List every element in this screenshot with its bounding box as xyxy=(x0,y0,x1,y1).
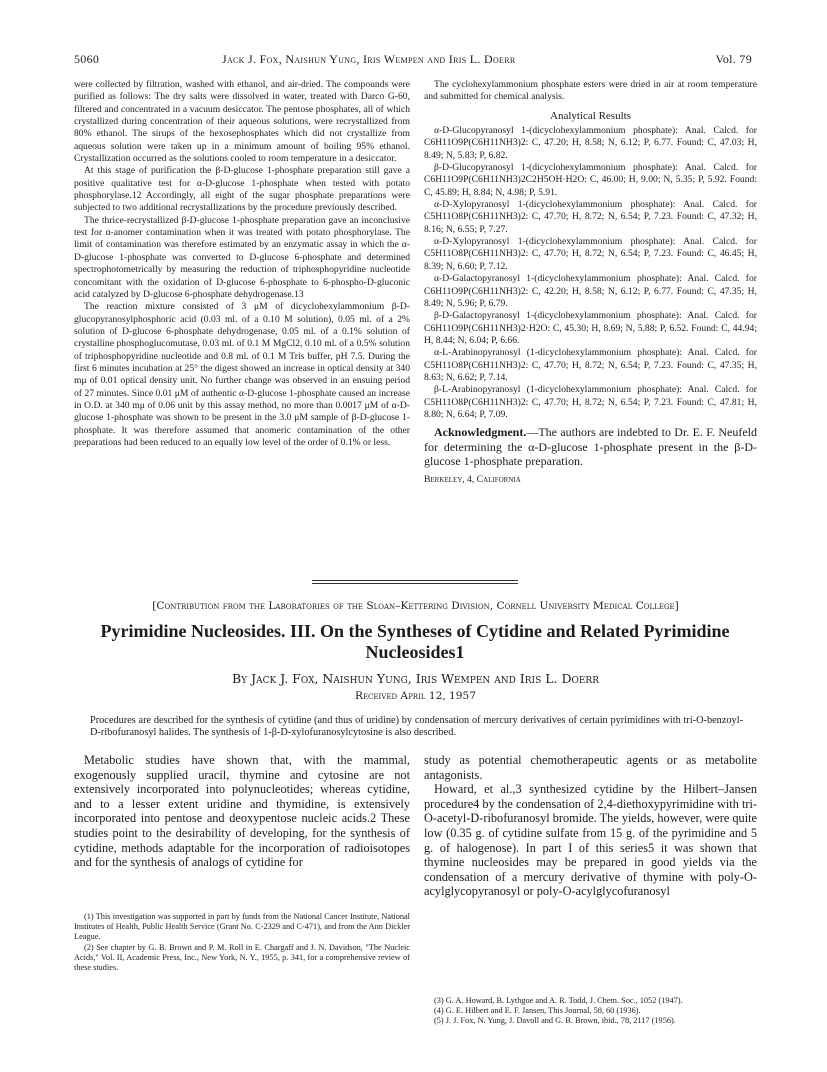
right-column xyxy=(424,79,757,486)
page-number: 5060 xyxy=(74,52,100,66)
title-line-1: Pyrimidine Nucleosides. III. On the Syntheses of Cytidine and Related Pyrimidine xyxy=(100,621,730,641)
abstract: Procedures are described for the synthesis of cytidine (and thus of uridine) by condensation of mercury derivatives of certain pyrimidines with tri-O-benzoyl-D-ribofuranosyl halides. The synthesis of 1-β-D-xylofuranosylcytosine is also described. xyxy=(90,715,743,739)
footnote: (2) See chapter by G. B. Brown and P. M. Roll in E. Chargaff and J. N. Davidson, "The Nucleic Acids," Vol. II, Academic Press, Inc., New York, N. Y., 1955, p. 341, for a comprehensive review of these studies. xyxy=(74,942,410,973)
analysis-entry: β-D-Glucopyranosyl 1-(dicyclohexylammonium phosphate): Anal. Calcd. for C6H11O9P(C6H11NH3)2C2H5OH·H2O: C, 46.00; H, 9.00; N, 5.35; P, 5.92. Found: C, 45.89; H, 8.84; N, 4.98; P, 5.91. xyxy=(424,162,757,198)
article-title xyxy=(70,621,760,663)
byline: By Jack J. Fox, Naishun Yung, Iris Wempen and Iris L. Doerr xyxy=(232,671,599,686)
footnotes-right xyxy=(424,996,757,1027)
footnote: (3) G. A. Howard, B. Lythgoe and A. R. Todd, J. Chem. Soc., 1052 (1947). xyxy=(434,996,683,1005)
analysis-entry: β-L-Arabinopyranosyl (1-dicyclohexylammonium phosphate): Anal. Calcd. for C5H11O8P(C6H11NH3)2: C, 47.70; H, 8.72; N, 6.54; P, 7.23. Found: C, 47.81; H, 8.80; N, 6.64; P, 7.09. xyxy=(424,384,757,420)
contribution-line: [Contribution from the Laboratories of the Sloan–Kettering Division, Cornell University Medical College] xyxy=(152,600,679,612)
analysis-entry: α-D-Galactopyranosyl 1-(dicyclohexylammonium phosphate): Anal. Calcd. for C6H11O9P(C6H11NH3)2: C, 42.20; H, 8.58; N, 6.12; P, 6.77. Found: C, 47.35; H, 8.49; N, 5.96; P, 6.79. xyxy=(424,273,757,309)
section-divider xyxy=(312,580,518,581)
analysis-entry: β-D-Galactopyranosyl 1-(dicyclohexylammonium phosphate): Anal. Calcd. for C6H11O9P(C6H11NH3)2·H2O: C, 45.30; H, 8.69; N, 5.88; P, 6.52. Found: C, 44.94; H, 8.44; N, 6.04; P, 6.66. xyxy=(424,310,757,346)
footnotes-left xyxy=(74,912,410,973)
analysis-entry: α-D-Xylopyranosyl 1-(dicyclohexylammonium phosphate): Anal. Calcd. for C5H11O8P(C6H11NH3)2: C, 47.70; H, 8.72; N, 6.54; P, 7.23. Found: C, 47.32; H, 8.16; N, 6.55; P, 7.27. xyxy=(424,199,757,235)
footnote: (4) G. E. Hilbert and E. F. Jansen, This Journal, 58, 60 (1936). xyxy=(434,1006,641,1016)
received-date: Received April 12, 1957 xyxy=(354,690,477,702)
paragraph: were collected by filtration, washed with ethanol, and air-dried. The compounds were purified as follows: The dry salts were dissolved in water, treated with Darco G-60, filtered and concentrated in a vacuum desiccator. The pentose phosphates, all of which crystallized during concentration of their aqueous solutions, were recrystallized from 80% ethanol. The sirups of the hexosephosphates which did not crystallize from aqueous solution were taken up in a minimum amount of boiling 95% ethanol. Crystallization occurred as the solutions cooled to room temperature in a desiccator. xyxy=(74,79,410,165)
footnote: (5) J. J. Fox, N. Yung, J. Davoll and G. B. Brown, ibid., 78, 2117 (1956). xyxy=(434,1016,676,1026)
paragraph: The thrice-recrystallized β-D-glucose 1-phosphate preparation gave an inconclusive test for α-anomer contamination when it was treated with potato phosphorylase. The limit of contamination was therefore estimated by an enzymatic assay in which the α-D-glucose 1-phosphate was converted to D-glucose 6-phosphate and determined spectrophotometrically by measuring the reduction of triphosphopyridine nucleotide concomitant with the oxidation of D-glucose 6-phosphate to 6-phospho-D-gluconic acid catalyzed by D-glucose 6-phosphate dehydrogenase.13 xyxy=(74,214,410,300)
body-left xyxy=(74,753,410,870)
analysis-entry: α-D-Glucopyranosyl 1-(dicyclohexylammonium phosphate): Anal. Calcd. for C6H11O9P(C6H11NH3)2: C, 47.20; H, 8.58; N, 6.12; P, 6.77. Found: C, 47.03; H, 8.49; N, 5.83; P, 6.82. xyxy=(424,125,757,161)
acknowledgment xyxy=(424,425,757,469)
location: Berkeley, 4, California xyxy=(424,474,521,486)
paragraph: Metabolic studies have shown that, with the mammal, exogenously supplied uracil, thymine and cytosine are not extensively incorporated into polynucleotides; whereas cytidine, and to a lesser extent uridine and thymidine, is extensively incorporated into pentose and deoxypentose nucleic acids.2 These studies point to the desirability of developing, for the synthesis of cytidine, methods adaptable for the incorporation of radioisotopes and for the synthesis of analogs of cytidine for xyxy=(74,753,410,870)
acknowledgment-heading: Acknowledgment. xyxy=(434,425,527,440)
paragraph: At this stage of purification the β-D-glucose 1-phosphate preparation still gave a positive qualitative test for α-D-glucose 1-phosphate when tested with potato phosphorylase.12 Accordingly, all eight of the sugar phosphate preparations were subjected to two additional recrystallizations by the procedure previously described. xyxy=(74,165,410,214)
footnote: (1) This investigation was supported in part by funds from the National Cancer Institute, National Institutes of Health, Public Health Service (Grant No. C-2329 and C-471), and from the Ann Dickler League. xyxy=(74,912,410,942)
acknowledgment-text: —The authors are indebted to Dr. E. F. Neufeld for determining the α-D-glucose 1-phosphate present in the β-D-glucose 1-phosphate preparation. xyxy=(424,425,757,469)
section-heading: Analytical Results xyxy=(550,109,631,122)
paragraph: The reaction mixture consisted of 3 μM of dicyclohexylammonium β-D-glucopyranosylphosphoric acid (0.03 ml. of a 0.10 M solution), 0.05 ml. of a 2% solution of D-glucose 6-phosphate dehydrogenase, 0.05 ml. of a 0.1% solution of crystalline phosphoglucomutase, 0.03 ml. of 0.1 M MgCl2, 0.10 ml. of a 0.5% solution of triphosphopyridine nucleotide and 0.8 ml. of 0.1 M Tris buffer, pH 7.5. During the first 6 minutes incubation at 25° the digest showed an increase in optical density at 340 mμ of 0.01 optical density unit. No further change was observed in an ensuing period of 27 minutes. Since 0.01 μM of authentic α-D-glucose 1-phosphate caused an increase in O.D. at 340 mμ of 0.06 unit by this assay method, no more than 0.0017 μM of α-D-glucose 1-phosphate was shown to be present in the 3.0 μM sample of β-D-glucose 1-phosphate. It was therefore assumed that anomeric contamination of the other preparations had been reduced to an equally low level of the order of 0.1% or less. xyxy=(74,301,410,448)
analysis-entry: α-D-Xylopyranosyl 1-(dicyclohexylammonium phosphate): Anal. Calcd. for C5H11O8P(C6H11NH3)2: C, 47.70; H, 8.72; N, 6.54; P, 7.23. Found: C, 46.45; H, 8.39; N, 6.60; P, 7.12. xyxy=(424,236,757,272)
title-line-2: Nucleosides1 xyxy=(365,642,465,662)
paragraph: The cyclohexylammonium phosphate esters were dried in air at room temperature and submitted for chemical analysis. xyxy=(424,79,757,103)
body-right xyxy=(424,753,757,899)
left-column xyxy=(74,79,410,449)
paragraph: study as potential chemotherapeutic agents or as metabolite antagonists. xyxy=(424,753,757,782)
paragraph: Howard, et al.,3 synthesized cytidine by the Hilbert–Jansen procedure4 by the condensation of 2,4-diethoxypyrimidine with tri-O-acetyl-D-ribofuranosyl bromide. The yields, however, were quite low (0.35 g. of cytidine sulfate from 15 g. of the pyrimidine and 5 g. of halogenose). In part I of this series5 it was shown that thymine nucleosides may be prepared in good yields via the condensation of a mercury derivative of thymine with poly-O-acylglycopyranosyl or poly-O-acylglycofuranosyl xyxy=(424,782,757,899)
section-divider xyxy=(312,583,518,584)
running-header-authors: Jack J. Fox, Naishun Yung, Iris Wempen and Iris L. Doerr xyxy=(222,52,516,66)
volume-label: Vol. 79 xyxy=(715,52,752,66)
analysis-entry: α-L-Arabinopyranosyl (1-dicyclohexylammonium phosphate): Anal. Calcd. for C5H11O8P(C6H11NH3)2: C, 47.70; H, 8.72; N, 6.54; P, 7.23. Found: C, 47.35; H, 8.63; N, 6.62; P, 7.14. xyxy=(424,347,757,383)
